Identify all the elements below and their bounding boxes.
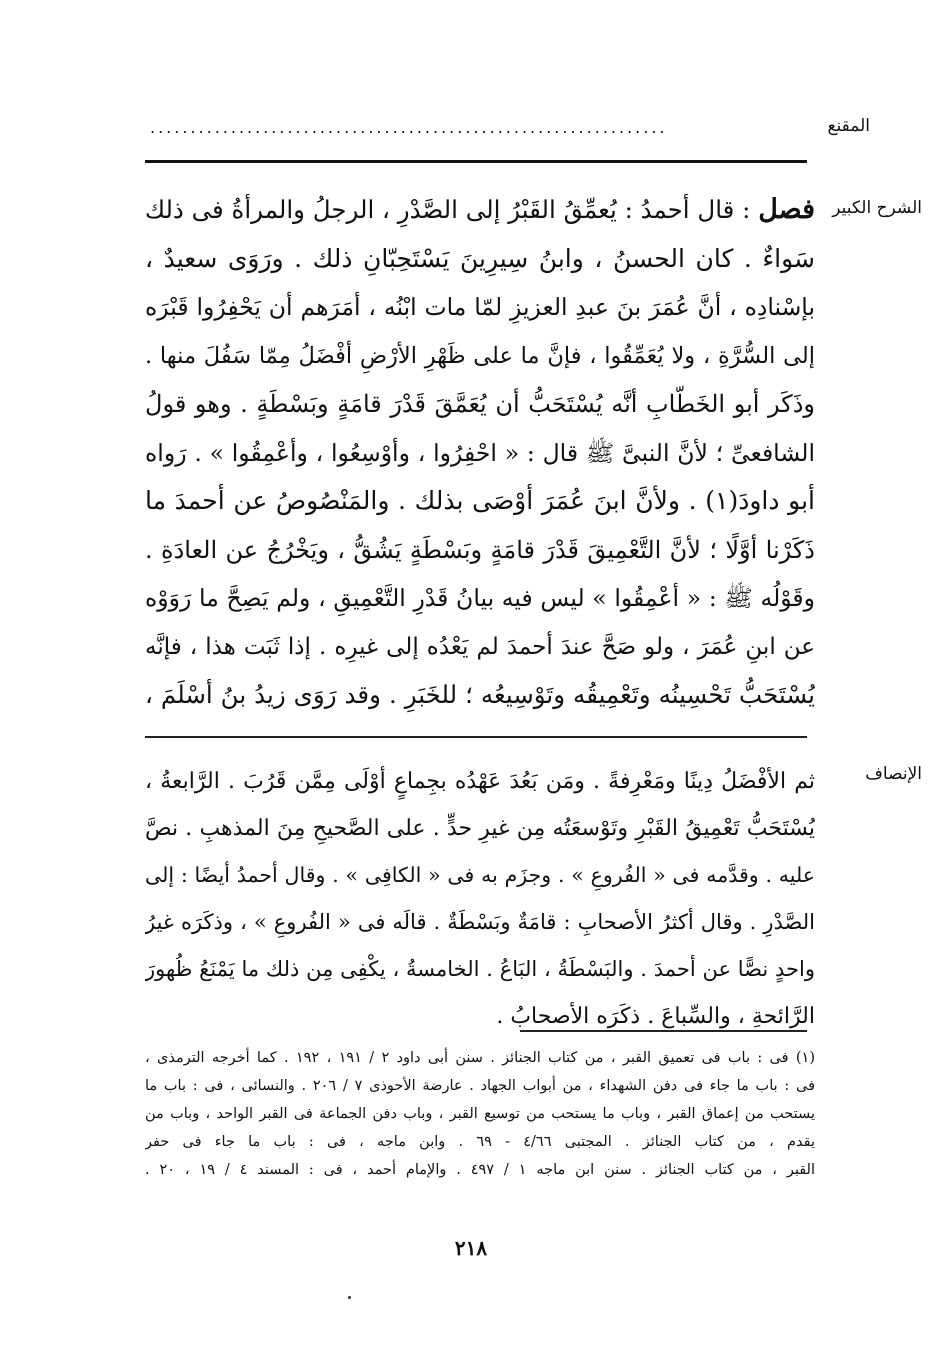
sharh-line: بإسْنادِه ، أنَّ عُمَرَ بنَ عبدِ العزيزِ لمّا مات ابْنُه ، أمَرَهم أن يَحْفِرُوا قَبْرَه <box>145 293 815 321</box>
sharh-line: ذَكَرْنا أوَّلًا ؛ لأنَّ التَّعْمِيقَ قَدْرَ قامَةٍ وبَسْطَةٍ يَشُقُّ ، ويَخْرُجُ عن العادَةِ . <box>145 535 815 564</box>
margin-label-sharh: الشرح الكبير <box>832 198 922 218</box>
sharh-line: وقَوْلُه ﷺ : « أعْمِقُوا » ليس فيه بيانُ قَدْرِ التَّعْمِيقِ ، ولم يَصِحَّ ما رَوَوْه <box>145 584 815 612</box>
section-divider <box>145 736 807 738</box>
scan-speck <box>348 1296 351 1299</box>
sharh-line: إلى السُّرَّةِ ، ولا يُعَمِّقُوا ، فإنَّ ما على ظَهْرِ الأرْضِ أفْضَلُ مِمّا سَفُلَ منها . <box>145 342 815 369</box>
footnote-line: (١) فى : باب فى تعميق القبر ، من كتاب الجنائز . سنن أبى داود ٢ / ١٩١ ، ١٩٢ . كما أخرجه الترمذى ، <box>145 1050 815 1066</box>
insaf-line: الصَّدْرِ . وقال أكثرُ الأصحابِ : قامَةٌ وبَسْطَةٌ . قالَه فى « الفُروعِ » ، وذكَرَه غيرُ <box>145 910 815 934</box>
sharh-line: فصل : قال أحمدُ : يُعمِّقُ القَبْرُ إلى الصَّدْرِ ، الرجلُ والمرأةُ فى ذلك <box>145 194 815 225</box>
insaf-line: واحدٍ نصًّا عن أحمدَ . والبَسْطَةُ ، البَاعُ . الخامسةُ ، يكْفِى مِن ذلك ما يَمْنَعُ ظُهورَ <box>145 957 815 981</box>
sharh-line: الشافعىِّ ؛ لأنَّ النبىَّ ﷺ قال : « احْفِرُوا ، وأوْسِعُوا ، وأعْمِقُوا » . رَواه <box>145 438 815 467</box>
sharh-line: سَواءٌ . كان الحسنُ ، وابنُ سِيرِينَ يَسْتَحِبّانِ ذلك . ورَوَى سعيدٌ ، <box>145 243 815 273</box>
page-number: ٢١٨ <box>454 1236 488 1260</box>
header-dot-leader: ................................................................ <box>150 118 668 137</box>
sharh-text-block <box>145 186 815 720</box>
footnote-line: فى : باب ما جاء فى دفن الشهداء ، من أبواب الجهاد . عارضة الأحوذى ٧ / ٢٠٦ . والنسائى ، فى : باب ما <box>145 1078 815 1094</box>
footnote-line: يقدم ، من كتاب الجنائز . المجتبى ٤/٦٦ - ٦٩ . وابن ماجه ، فى : باب ما جاء فى حفر <box>145 1134 815 1150</box>
footnote-separator <box>520 1030 807 1032</box>
footnote-line: القبر ، من كتاب الجنائز . سنن ابن ماجه ١ / ٤٩٧ . والإمام أحمد ، فى : المسند ٤ / ١٩ ، ٢٠ . <box>145 1162 815 1178</box>
sharh-line: يُسْتَحَبُّ تَحْسِينُه وتَعْمِيقُه وتَوْسِيعُه ؛ للخَبَرِ . وقد رَوَى زيدُ بنُ أسْلَمَ ، <box>145 680 815 709</box>
sharh-line: وذَكَر أبو الخَطّابِ أنَّه يُسْتَحَبُّ أن يُعَمَّقَ قَدْرَ قامَةٍ وبَسْطَةٍ . وهو قولُ <box>145 390 815 418</box>
insaf-line: عليه . وقدَّمه فى « الفُروعِ » . وجزَم به فى « الكافِى » . وقال أحمدُ أيضًا : إلى <box>145 863 815 887</box>
insaf-line: الرَّائحةِ ، والسِّباعَ . ذكَرَه الأصحابُ . <box>496 1004 815 1029</box>
insaf-line: يُسْتَحَبُّ تَعْمِيقُ القَبْرِ وتَوْسعَتُه مِن غيرِ حدٍّ . على الصَّحيحِ مِنَ المذهبِ . نصَّ <box>145 816 815 841</box>
insaf-text-block <box>145 758 815 1040</box>
running-header-title: المقنع <box>827 116 870 136</box>
insaf-line: ثم الأفْضَلُ دِينًا ومَعْرِفةً . ومَن بَعُدَ عَهْدُه بجِماعٍ أوْلَى مِمَّن قَرُبَ . الرَّابعةُ ، <box>145 769 815 794</box>
footnotes-block <box>145 1044 815 1184</box>
section-keyword: فصل <box>758 194 815 225</box>
sharh-line: أبو داودَ(١) . ولأنَّ ابنَ عُمَرَ أوْصَى بذلك . والمَنْصُوصُ عن أحمدَ ما <box>145 486 815 515</box>
header-rule <box>145 160 807 163</box>
footnote-line: يستحب من إعماق القبر ، وباب ما يستحب من توسيع القبر ، وباب دفن الجماعة فى القبر الواحد ، وباب من <box>145 1106 815 1122</box>
margin-label-insaf: الإنصاف <box>865 764 922 784</box>
sharh-line: عن ابنِ عُمَرَ ، ولو صَحَّ عندَ أحمدَ لم يَعْدُه إلى غيرِه . إذا ثَبَت هذا ، فإنَّه <box>145 633 815 660</box>
